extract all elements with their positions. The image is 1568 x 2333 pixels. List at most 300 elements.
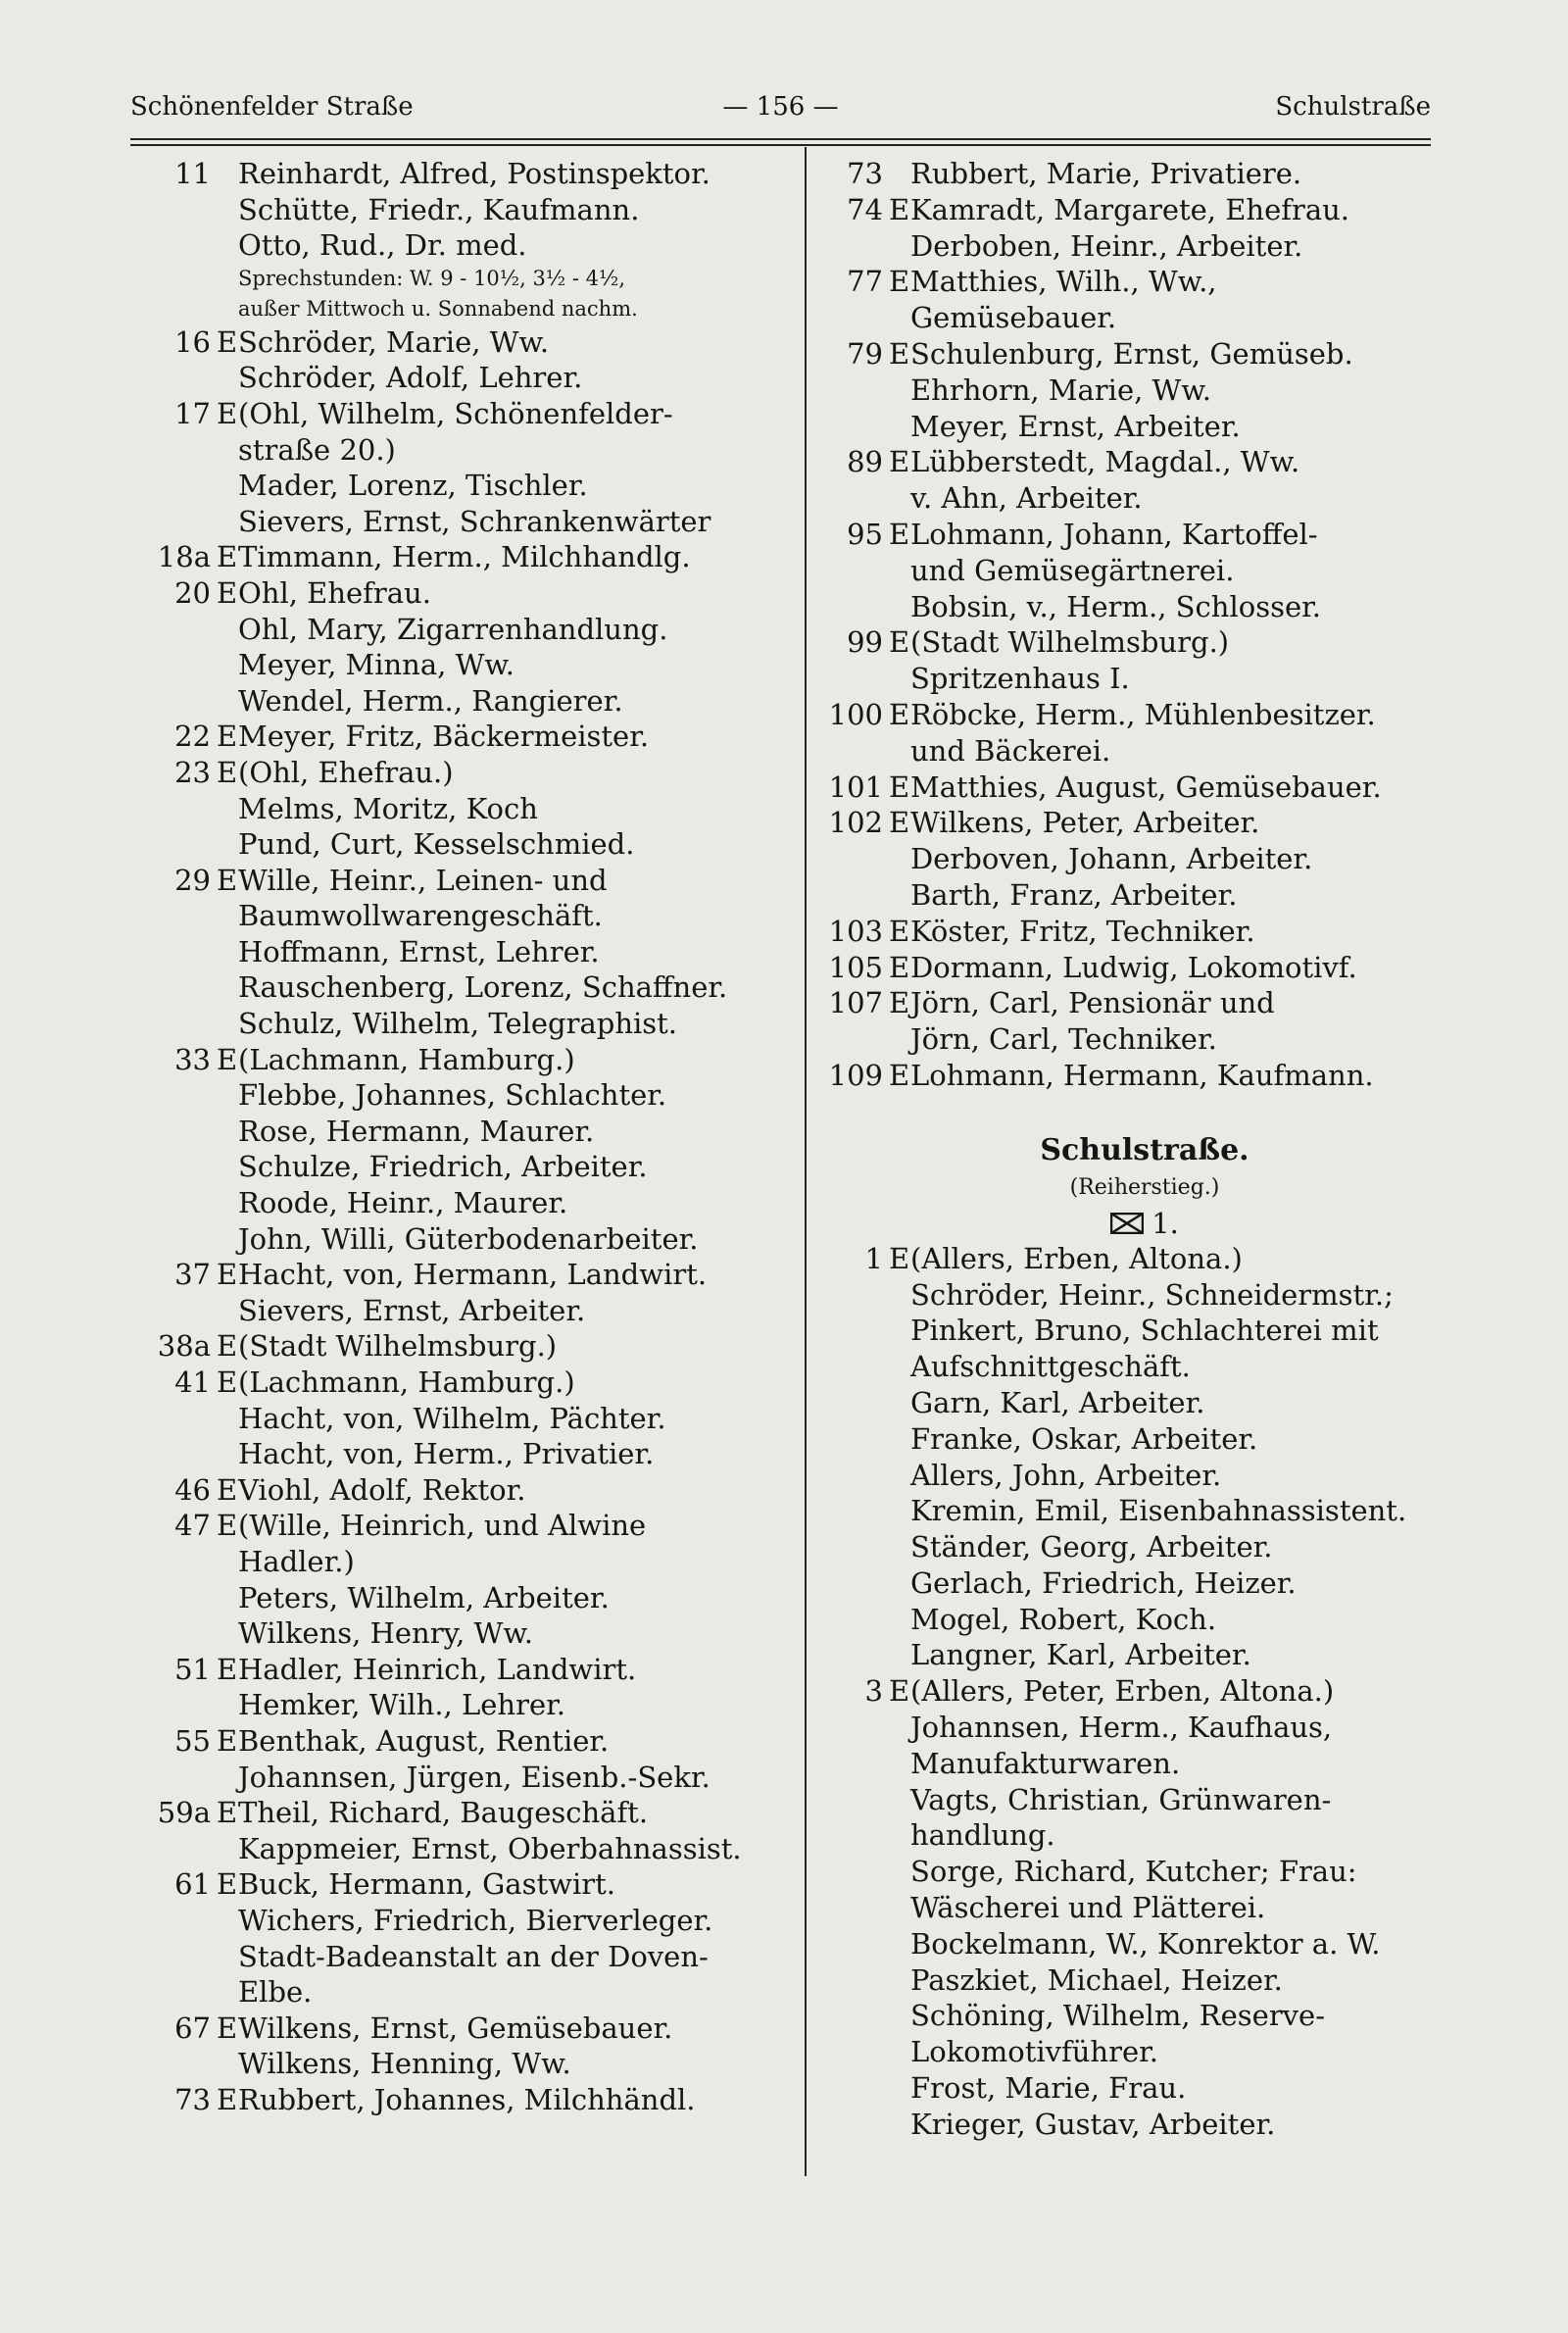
directory-entry bbox=[127, 683, 794, 720]
directory-entry bbox=[127, 504, 794, 540]
resident-text: handlung. bbox=[910, 1818, 1055, 1853]
right-column-bottom bbox=[816, 1241, 1444, 2143]
house-number bbox=[127, 360, 211, 396]
owner-mark: E bbox=[217, 1867, 238, 1902]
owner-mark bbox=[883, 1782, 910, 1818]
house-number bbox=[127, 1401, 211, 1437]
directory-entry bbox=[816, 1458, 1444, 1494]
house-number: 37 bbox=[174, 1258, 211, 1292]
resident-text: Jörn, Carl, Techniker. bbox=[910, 1022, 1217, 1057]
header-right: Schulstraße bbox=[1275, 92, 1431, 122]
directory-entry bbox=[127, 1831, 794, 1867]
house-number: 100 bbox=[828, 697, 883, 731]
house-number bbox=[816, 1817, 883, 1854]
resident-text: Aufschnittgeschäft. bbox=[910, 1350, 1191, 1384]
resident-text: Melms, Moritz, Koch bbox=[238, 791, 538, 825]
resident-text: Wilkens, Henry, Ww. bbox=[238, 1616, 533, 1651]
directory-entry bbox=[816, 1021, 1444, 1058]
resident-text: Matthies, August, Gemüsebauer. bbox=[910, 769, 1382, 804]
owner-mark: E bbox=[889, 1674, 910, 1709]
house-number bbox=[816, 480, 883, 517]
directory-entry bbox=[816, 1058, 1444, 1094]
resident-text: und Gemüsegärtnerei. bbox=[910, 553, 1235, 587]
owner-mark bbox=[883, 2107, 910, 2143]
house-number bbox=[127, 1903, 211, 1939]
directory-entry bbox=[816, 950, 1444, 986]
resident-text: Langner, Karl, Arbeiter. bbox=[910, 1638, 1251, 1672]
resident-text: Vagts, Christian, Grünwaren- bbox=[910, 1782, 1332, 1816]
resident-text: Viohl, Adolf, Rektor. bbox=[238, 1472, 526, 1507]
directory-entry bbox=[127, 2082, 794, 2118]
directory-entry bbox=[816, 1926, 1444, 1962]
owner-mark bbox=[211, 647, 238, 683]
house-number bbox=[127, 1114, 211, 1150]
resident-text: Reinhardt, Alfred, Postinspektor. bbox=[238, 157, 710, 190]
house-number bbox=[127, 2046, 211, 2082]
house-number: 77 bbox=[847, 265, 883, 299]
directory-entry bbox=[816, 1998, 1444, 2034]
resident-text: Mader, Lorenz, Tischler. bbox=[238, 469, 588, 503]
owner-mark bbox=[211, 360, 238, 396]
house-number: 33 bbox=[174, 1042, 211, 1076]
resident-text: Garn, Karl, Arbeiter. bbox=[910, 1385, 1205, 1419]
directory-entry bbox=[127, 863, 794, 899]
directory-entry bbox=[816, 2070, 1444, 2107]
resident-text: Barth, Franz, Arbeiter. bbox=[910, 877, 1238, 912]
owner-mark bbox=[883, 841, 910, 877]
resident-text: und Bäckerei. bbox=[910, 733, 1111, 768]
directory-entry bbox=[127, 1866, 794, 1903]
owner-mark bbox=[883, 1493, 910, 1529]
directory-entry bbox=[127, 1221, 794, 1258]
owner-mark: E bbox=[217, 1472, 238, 1507]
house-number bbox=[127, 647, 211, 683]
house-number: 73 bbox=[174, 2082, 211, 2116]
resident-text: Franke, Oskar, Arbeiter. bbox=[910, 1421, 1258, 1456]
resident-text: Jörn, Carl, Pensionär und bbox=[910, 986, 1275, 1020]
directory-entry bbox=[127, 826, 794, 863]
resident-text: Allers, John, Arbeiter. bbox=[910, 1458, 1222, 1492]
resident-text: Mogel, Robert, Koch. bbox=[910, 1602, 1217, 1636]
directory-entry bbox=[816, 769, 1444, 806]
resident-text: Wäscherei und Plätterei. bbox=[910, 1891, 1266, 1925]
directory-entry bbox=[127, 1760, 794, 1796]
owner-mark bbox=[211, 1114, 238, 1150]
directory-entry bbox=[816, 1493, 1444, 1529]
resident-text: Sievers, Ernst, Arbeiter. bbox=[238, 1293, 586, 1327]
house-number: 95 bbox=[847, 517, 883, 551]
house-number bbox=[816, 1529, 883, 1565]
resident-text: Dormann, Ludwig, Lokomotivf. bbox=[910, 950, 1357, 984]
resident-text: straße 20.) bbox=[238, 432, 396, 467]
house-number bbox=[127, 791, 211, 827]
owner-mark bbox=[883, 1710, 910, 1746]
directory-entry bbox=[816, 2034, 1444, 2070]
directory-entry bbox=[816, 1313, 1444, 1349]
directory-entry bbox=[127, 934, 794, 970]
owner-mark bbox=[883, 1458, 910, 1494]
resident-text: Sprechstunden: W. 9 - 10½, 3½ - 4½, bbox=[238, 266, 626, 290]
directory-entry bbox=[127, 755, 794, 791]
right-column-top bbox=[816, 156, 1444, 1094]
directory-entry bbox=[816, 1637, 1444, 1673]
owner-mark bbox=[883, 1746, 910, 1782]
resident-text: Lokomotivführer. bbox=[910, 2035, 1159, 2069]
resident-text: Pinkert, Bruno, Schlachterei mit bbox=[910, 1314, 1379, 1348]
owner-mark bbox=[211, 1615, 238, 1652]
house-number: 79 bbox=[847, 336, 883, 371]
resident-text: Röbcke, Herm., Mühlenbesitzer. bbox=[910, 697, 1376, 731]
directory-entry bbox=[816, 1385, 1444, 1421]
owner-mark bbox=[211, 969, 238, 1006]
house-number: 89 bbox=[847, 445, 883, 479]
house-number: 18a bbox=[157, 540, 211, 574]
directory-entry bbox=[816, 914, 1444, 950]
owner-mark bbox=[883, 1385, 910, 1421]
directory-entry bbox=[816, 480, 1444, 517]
directory-entry bbox=[127, 1293, 794, 1329]
directory-entry bbox=[816, 192, 1444, 228]
owner-mark bbox=[883, 877, 910, 914]
resident-text: Hacht, von, Hermann, Landwirt. bbox=[238, 1258, 708, 1292]
resident-text: außer Mittwoch u. Sonnabend nachm. bbox=[238, 296, 638, 321]
house-number bbox=[816, 1421, 883, 1458]
directory-entry bbox=[127, 647, 794, 683]
directory-entry bbox=[127, 432, 794, 469]
owner-mark bbox=[883, 156, 910, 192]
directory-entry bbox=[127, 1328, 794, 1365]
resident-text: Meyer, Fritz, Bäckermeister. bbox=[238, 720, 650, 754]
directory-entry bbox=[127, 1615, 794, 1652]
resident-text: Hacht, von, Wilhelm, Pächter. bbox=[238, 1401, 666, 1435]
directory-entry bbox=[816, 300, 1444, 336]
owner-mark bbox=[211, 156, 238, 192]
directory-entry bbox=[816, 805, 1444, 841]
directory-entry bbox=[816, 1854, 1444, 1890]
resident-text: Köster, Fritz, Techniker. bbox=[910, 914, 1255, 948]
house-number bbox=[127, 1687, 211, 1723]
owner-mark bbox=[211, 1077, 238, 1114]
owner-mark: E bbox=[889, 336, 910, 371]
house-number: 74 bbox=[847, 192, 883, 226]
directory-entry bbox=[816, 1602, 1444, 1638]
resident-text: Flebbe, Johannes, Schlachter. bbox=[238, 1078, 667, 1113]
directory-entry bbox=[127, 575, 794, 612]
resident-text: Kremin, Emil, Eisenbahnassistent. bbox=[910, 1494, 1407, 1528]
owner-mark bbox=[211, 1544, 238, 1580]
owner-mark bbox=[883, 1349, 910, 1385]
owner-mark: E bbox=[217, 2082, 238, 2116]
house-number bbox=[127, 683, 211, 720]
resident-text: (Stadt Wilhelmsburg.) bbox=[910, 625, 1230, 660]
resident-text: Wilkens, Henning, Ww. bbox=[238, 2047, 571, 2081]
resident-text: Lohmann, Hermann, Kaufmann. bbox=[910, 1058, 1374, 1092]
house-number bbox=[127, 898, 211, 934]
directory-entry bbox=[816, 156, 1444, 192]
directory-entry bbox=[127, 1580, 794, 1616]
house-number: 61 bbox=[174, 1867, 211, 1902]
house-number bbox=[816, 1926, 883, 1962]
resident-text: (Stadt Wilhelmsburg.) bbox=[238, 1329, 558, 1364]
owner-mark: E bbox=[217, 1042, 238, 1076]
owner-mark: E bbox=[217, 863, 238, 897]
directory-entry bbox=[127, 1939, 794, 1975]
directory-entry bbox=[816, 409, 1444, 445]
house-number bbox=[816, 1458, 883, 1494]
directory-entry bbox=[127, 1257, 794, 1293]
owner-mark bbox=[211, 227, 238, 264]
house-number bbox=[816, 2070, 883, 2107]
directory-entry bbox=[816, 1890, 1444, 1926]
owner-mark bbox=[883, 1817, 910, 1854]
owner-mark bbox=[883, 553, 910, 589]
house-number bbox=[127, 1580, 211, 1616]
directory-entry bbox=[127, 1149, 794, 1185]
resident-text: John, Willi, Güterbodenarbeiter. bbox=[238, 1221, 699, 1256]
house-number bbox=[816, 2034, 883, 2070]
owner-mark: E bbox=[217, 1723, 238, 1758]
owner-mark bbox=[211, 1006, 238, 1042]
owner-mark bbox=[211, 1831, 238, 1867]
directory-entry bbox=[816, 553, 1444, 589]
resident-text: Lübberstedt, Magdal., Ww. bbox=[910, 445, 1300, 479]
owner-mark bbox=[211, 1580, 238, 1616]
house-number: 102 bbox=[828, 806, 883, 840]
owner-mark bbox=[883, 1962, 910, 1999]
directory-entry bbox=[816, 1565, 1444, 1602]
owner-mark bbox=[211, 934, 238, 970]
owner-mark: E bbox=[889, 625, 910, 660]
house-number: 11 bbox=[174, 157, 211, 190]
resident-text: Schulze, Friedrich, Arbeiter. bbox=[238, 1150, 648, 1184]
owner-mark bbox=[211, 1974, 238, 2010]
resident-text: Manufakturwaren. bbox=[910, 1746, 1181, 1780]
house-number: 109 bbox=[828, 1058, 883, 1092]
directory-entry bbox=[127, 1436, 794, 1472]
directory-entry bbox=[127, 2010, 794, 2047]
resident-text: Bockelmann, W., Konrektor a. W. bbox=[910, 1926, 1381, 1961]
owner-mark bbox=[211, 294, 238, 324]
directory-entry bbox=[127, 612, 794, 648]
owner-mark bbox=[211, 1760, 238, 1796]
house-number: 101 bbox=[828, 769, 883, 804]
resident-text: (Allers, Erben, Altona.) bbox=[910, 1241, 1243, 1275]
resident-text: Gemüsebauer. bbox=[910, 301, 1117, 335]
owner-mark bbox=[883, 733, 910, 769]
resident-text: Stadt-Badeanstalt an der Doven- bbox=[238, 1939, 709, 1973]
house-number bbox=[816, 1782, 883, 1818]
resident-text: Elbe. bbox=[238, 1975, 313, 2010]
resident-text: Bobsin, v., Herm., Schlosser. bbox=[910, 589, 1322, 623]
house-number bbox=[816, 1710, 883, 1746]
owner-mark bbox=[211, 264, 238, 294]
house-number: 47 bbox=[174, 1509, 211, 1543]
resident-text: Wilkens, Peter, Arbeiter. bbox=[910, 806, 1260, 840]
owner-mark: E bbox=[889, 1241, 910, 1275]
owner-mark bbox=[211, 683, 238, 720]
house-number bbox=[816, 2107, 883, 2143]
directory-entry bbox=[816, 372, 1444, 409]
house-number: 55 bbox=[174, 1723, 211, 1758]
resident-text: Wille, Heinr., Leinen- und bbox=[238, 863, 608, 897]
owner-mark bbox=[883, 1277, 910, 1314]
directory-entry bbox=[127, 294, 794, 324]
owner-mark bbox=[211, 468, 238, 504]
resident-text: Spritzenhaus I. bbox=[910, 662, 1130, 696]
directory-entry bbox=[127, 791, 794, 827]
owner-mark bbox=[211, 826, 238, 863]
house-number bbox=[127, 1974, 211, 2010]
house-number: 1 bbox=[864, 1241, 883, 1275]
header-left: Schönenfelder Straße bbox=[130, 92, 414, 122]
house-number: 20 bbox=[174, 575, 211, 610]
directory-entry bbox=[127, 468, 794, 504]
owner-mark bbox=[883, 1854, 910, 1890]
directory-entry bbox=[127, 264, 794, 294]
resident-text: v. Ahn, Arbeiter. bbox=[910, 481, 1143, 516]
house-number: 3 bbox=[864, 1674, 883, 1709]
owner-mark bbox=[211, 432, 238, 469]
owner-mark bbox=[883, 1998, 910, 2034]
owner-mark bbox=[883, 372, 910, 409]
resident-text: Ohl, Ehefrau. bbox=[238, 575, 431, 610]
house-number bbox=[127, 1615, 211, 1652]
owner-mark bbox=[883, 1565, 910, 1602]
house-number: 17 bbox=[174, 396, 211, 430]
resident-text: Rubbert, Marie, Privatiere. bbox=[910, 157, 1302, 190]
owner-mark bbox=[211, 1293, 238, 1329]
house-number: 41 bbox=[174, 1365, 211, 1399]
postal-district-number: 1. bbox=[1152, 1206, 1179, 1240]
directory-entry bbox=[816, 697, 1444, 733]
owner-mark bbox=[211, 504, 238, 540]
resident-text: Wendel, Herm., Rangierer. bbox=[238, 683, 623, 718]
resident-text: Benthak, August, Rentier. bbox=[238, 1723, 610, 1758]
house-number bbox=[816, 1493, 883, 1529]
house-number bbox=[127, 1831, 211, 1867]
directory-entry bbox=[816, 624, 1444, 661]
house-number bbox=[816, 1313, 883, 1349]
directory-entry bbox=[816, 517, 1444, 553]
resident-text: Wilkens, Ernst, Gemüsebauer. bbox=[238, 2010, 673, 2045]
resident-text: Buck, Hermann, Gastwirt. bbox=[238, 1867, 615, 1902]
resident-text: Johannsen, Jürgen, Eisenb.-Sekr. bbox=[238, 1760, 710, 1794]
directory-entry bbox=[127, 396, 794, 432]
resident-text: Krieger, Gustav, Arbeiter. bbox=[910, 2107, 1276, 2141]
resident-text: Paszkiet, Michael, Heizer. bbox=[910, 1962, 1283, 1997]
resident-text: Baumwollwarengeschäft. bbox=[238, 899, 603, 933]
house-number: 59a bbox=[157, 1796, 211, 1830]
directory-entry bbox=[127, 1723, 794, 1760]
house-number bbox=[127, 264, 211, 294]
directory-entry bbox=[127, 1508, 794, 1544]
house-number bbox=[816, 589, 883, 625]
owner-mark bbox=[883, 1637, 910, 1673]
resident-text: Sievers, Ernst, Schrankenwärter bbox=[238, 504, 711, 538]
house-number bbox=[816, 553, 883, 589]
resident-text: Schröder, Adolf, Lehrer. bbox=[238, 361, 583, 395]
house-number bbox=[816, 841, 883, 877]
house-number bbox=[127, 468, 211, 504]
owner-mark bbox=[883, 300, 910, 336]
directory-entry bbox=[816, 1241, 1444, 1277]
house-number bbox=[127, 1939, 211, 1975]
house-number: 23 bbox=[174, 755, 211, 789]
house-number: 29 bbox=[174, 863, 211, 897]
house-number bbox=[127, 227, 211, 264]
page-header bbox=[130, 92, 1431, 131]
resident-text: Schulenburg, Ernst, Gemüseb. bbox=[910, 336, 1353, 371]
owner-mark: E bbox=[217, 1652, 238, 1686]
owner-mark bbox=[211, 1185, 238, 1221]
directory-entry bbox=[127, 1974, 794, 2010]
resident-text: Ohl, Mary, Zigarrenhandlung. bbox=[238, 612, 668, 646]
resident-text: Hacht, von, Herm., Privatier. bbox=[238, 1437, 655, 1471]
house-number bbox=[816, 661, 883, 697]
house-number bbox=[127, 1760, 211, 1796]
owner-mark bbox=[211, 192, 238, 228]
owner-mark bbox=[883, 480, 910, 517]
owner-mark bbox=[883, 1926, 910, 1962]
house-number: 103 bbox=[828, 914, 883, 948]
house-number bbox=[816, 228, 883, 265]
owner-mark bbox=[883, 2070, 910, 2107]
directory-entry bbox=[816, 733, 1444, 769]
resident-text: Schöning, Wilhelm, Reserve- bbox=[910, 1999, 1326, 2033]
directory-entry bbox=[816, 444, 1444, 480]
directory-entry bbox=[127, 1903, 794, 1939]
directory-entry bbox=[816, 1817, 1444, 1854]
house-number bbox=[127, 192, 211, 228]
house-number: 51 bbox=[174, 1652, 211, 1686]
section-subtitle: (Reiherstieg.) bbox=[1069, 1174, 1220, 1200]
resident-text: Derboven, Johann, Arbeiter. bbox=[910, 842, 1313, 876]
owner-mark: E bbox=[889, 265, 910, 299]
directory-entry bbox=[127, 719, 794, 755]
resident-text: Wichers, Friedrich, Bierverleger. bbox=[238, 1903, 713, 1937]
resident-text: Otto, Rud., Dr. med. bbox=[238, 228, 527, 263]
owner-mark: E bbox=[889, 1058, 910, 1092]
directory-entry bbox=[127, 2046, 794, 2082]
house-number bbox=[127, 1436, 211, 1472]
house-number: 38a bbox=[157, 1329, 211, 1364]
owner-mark: E bbox=[217, 2010, 238, 2045]
house-number bbox=[816, 1385, 883, 1421]
house-number: 16 bbox=[174, 324, 211, 359]
owner-mark: E bbox=[889, 192, 910, 226]
directory-entry bbox=[816, 661, 1444, 697]
directory-entry bbox=[816, 228, 1444, 265]
house-number: 22 bbox=[174, 720, 211, 754]
owner-mark: E bbox=[889, 986, 910, 1020]
resident-text: (Wille, Heinrich, und Alwine bbox=[238, 1509, 647, 1543]
owner-mark bbox=[211, 1401, 238, 1437]
owner-mark bbox=[883, 1890, 910, 1926]
resident-text: (Ohl, Ehefrau.) bbox=[238, 755, 454, 789]
directory-entry bbox=[127, 1006, 794, 1042]
directory-entry bbox=[816, 877, 1444, 914]
directory-entry bbox=[127, 1472, 794, 1509]
owner-mark: E bbox=[889, 806, 910, 840]
house-number bbox=[127, 1293, 211, 1329]
house-number bbox=[816, 1565, 883, 1602]
house-number: 99 bbox=[847, 625, 883, 660]
house-number bbox=[127, 1544, 211, 1580]
directory-entry bbox=[127, 1652, 794, 1688]
resident-text: Derboben, Heinr., Arbeiter. bbox=[910, 228, 1303, 263]
header-rule bbox=[130, 144, 1431, 146]
resident-text: Kappmeier, Ernst, Oberbahnassist. bbox=[238, 1831, 742, 1865]
